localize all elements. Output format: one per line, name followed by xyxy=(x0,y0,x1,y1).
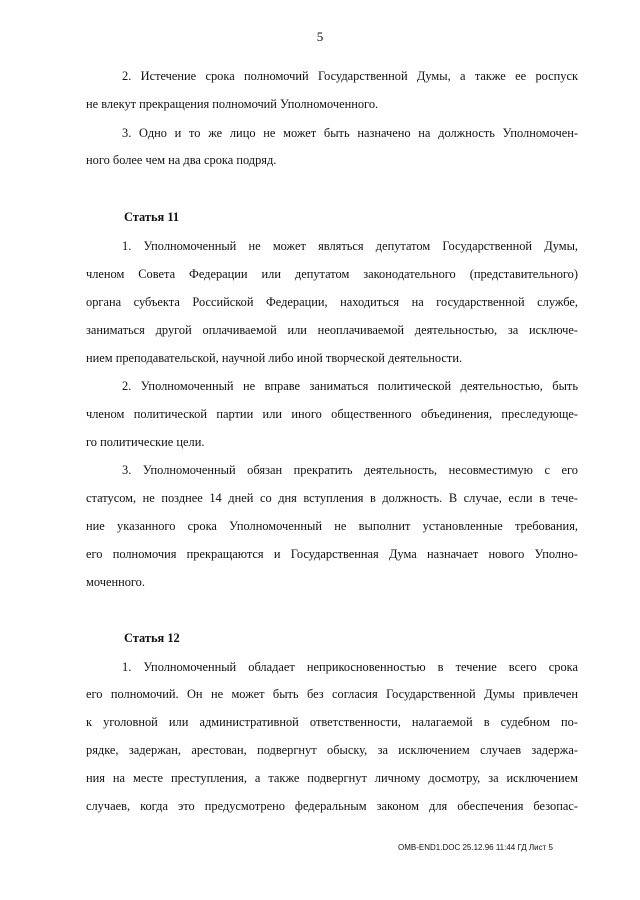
paragraph-line: моченного. xyxy=(86,575,145,589)
paragraph-line: 3. Уполномоченный обязан прекратить деятельность, несовместимую с его xyxy=(122,463,578,477)
paragraph-line: 3. Одно и то же лицо не может быть назначено на должность Уполномочен- xyxy=(122,126,578,140)
paragraph-line: не влекут прекращения полномочий Уполномоченного. xyxy=(86,97,379,111)
paragraph-line: 1. Уполномоченный обладает неприкосновенностью в течение всего срока xyxy=(122,660,578,674)
paragraph-line: его полномочия прекращаются и Государственная Дума назначает нового Уполно- xyxy=(86,547,578,561)
paragraph-line: статусом, не позднее 14 дней со дня вступления в должность. В случае, если в тече- xyxy=(86,491,578,505)
paragraph-line: го политические цели. xyxy=(86,435,205,449)
paragraph-line: ние указанного срока Уполномоченный не выполнит установленные требования, xyxy=(86,519,578,533)
paragraph-line: 2. Уполномоченный не вправе заниматься политической деятельностью, быть xyxy=(122,379,578,393)
paragraph-line: нием преподавательской, научной либо иной творческой деятельности. xyxy=(86,351,463,365)
paragraph-line: его полномочий. Он не может быть без согласия Государственной Думы привлечен xyxy=(86,687,578,701)
page-footer: OMB-END1.DOC 25.12.96 11:44 ГД Лист 5 xyxy=(398,843,553,852)
paragraph-line: к уголовной или административной ответственности, налагаемой в судебном по- xyxy=(86,715,578,729)
paragraph-line: органа субъекта Российской Федерации, находиться на государственной службе, xyxy=(86,295,578,309)
paragraph-line: 1. Уполномоченный не может являться депутатом Государственной Думы, xyxy=(122,239,578,253)
article-heading: Статья 11 xyxy=(124,210,180,224)
paragraph-line: членом Совета Федерации или депутатом законодательного (представительного) xyxy=(86,267,578,281)
paragraph-line: ния на месте преступления, а также подвергнут личному досмотру, за исключением xyxy=(86,771,578,785)
paragraph-line: заниматься другой оплачиваемой или неоплачиваемой деятельностью, за исключе- xyxy=(86,323,578,337)
page-number: 5 xyxy=(316,29,324,44)
paragraph-line: ного более чем на два срока подряд. xyxy=(86,153,277,167)
paragraph-line: рядке, задержан, арестован, подвергнут обыску, за исключением случаев задержа- xyxy=(86,743,578,757)
paragraph-line: случаев, когда это предусмотрено федеральным законом для обеспечения безопас- xyxy=(86,799,578,813)
paragraph-line: членом политической партии или иного общественного объединения, преследующе- xyxy=(86,407,578,421)
article-heading: Статья 12 xyxy=(124,631,180,645)
paragraph-line: 2. Истечение срока полномочий Государственной Думы, а также ее роспуск xyxy=(122,69,578,83)
